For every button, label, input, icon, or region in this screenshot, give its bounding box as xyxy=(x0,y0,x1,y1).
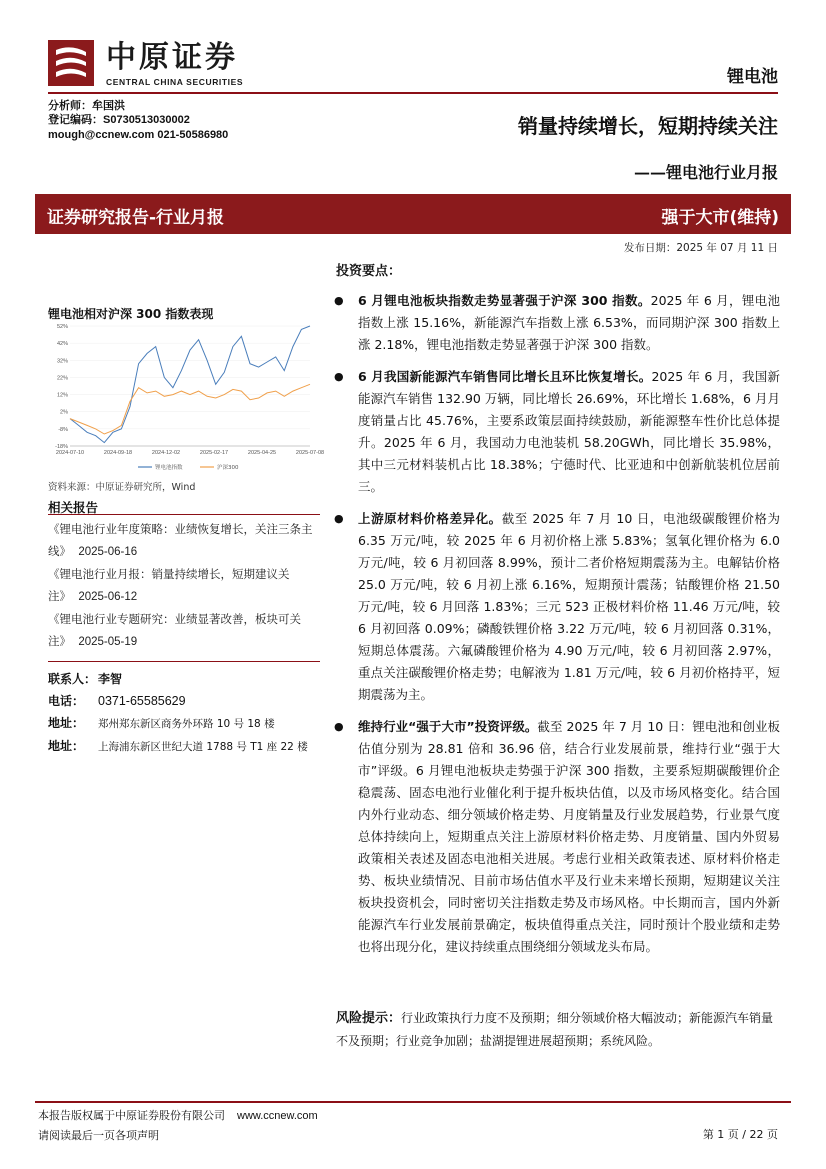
footer-info xyxy=(38,1106,318,1146)
bullet-icon: ● xyxy=(334,720,344,733)
y-tick-label: 42% xyxy=(56,341,68,348)
y-tick-label: 32% xyxy=(56,358,68,365)
phone-number: 0371-65585629 xyxy=(98,694,186,708)
publish-date: 发布日期：2025 年 07 月 11 日 xyxy=(623,242,778,254)
report-subtitle: ——锂电池行业月报 xyxy=(633,163,778,182)
disclaimer-notice: 请阅读最后一页各项声明 xyxy=(38,1129,159,1142)
header-divider xyxy=(48,92,778,94)
company-logo-icon xyxy=(48,40,94,86)
performance-chart xyxy=(48,322,325,474)
analyst-name: 分析师：牟国洪 xyxy=(48,99,125,112)
key-points-heading: 投资要点： xyxy=(336,264,402,279)
phone-label: 电话： xyxy=(48,694,85,708)
address-label: 地址： xyxy=(48,716,85,730)
x-tick-label: 2024-07-10 xyxy=(55,450,85,456)
page-number: 第 1 页 / 22 页 xyxy=(702,1128,778,1141)
website-link[interactable]: www.ccnew.com xyxy=(237,1110,318,1122)
company-name-cn: 中原证券 xyxy=(106,40,238,75)
x-tick-label: 2025-07-08 xyxy=(295,450,325,456)
related-report-item[interactable]: 《锂电池行业年度策略：业绩恢复增长，关注三条主线》 2025-06-16 xyxy=(48,522,313,558)
y-tick-label: 2% xyxy=(60,409,68,416)
industry-rating: 强于大市(维持) xyxy=(661,208,779,228)
company-name-en: CENTRAL CHINA SECURITIES xyxy=(106,77,244,87)
address-shanghai: 上海浦东新区世纪大道 1788 号 T1 座 22 楼 xyxy=(98,741,308,753)
related-report-item[interactable]: 《锂电池行业月报：销量持续增长，短期建议关注》 2025-06-12 xyxy=(48,567,290,603)
bullet-icon: ● xyxy=(334,512,344,525)
address-zhengzhou: 郑州郑东新区商务外环路 10 号 18 楼 xyxy=(98,718,275,730)
report-banner xyxy=(35,194,791,234)
report-title: 销量持续增长，短期持续关注 xyxy=(518,114,778,138)
chart-title: 锂电池相对沪深 300 指数表现 xyxy=(48,307,214,321)
key-point: ● 6 月我国新能源汽车销售同比增长且环比恢复增长。2025 年 6 月，我国新能源汽车销售 132.90 万辆，同比增长 26.69%，环比增长 1.68%，6 月月度销量占比 45.76%，主要系政策层面持续鼓励，新能源整车性价比总体提升。2025 年 6 月，我国动力电池装机 58.20GWh，同比增长 35.98%，其中三元材料装机占比 18.38%；宁德时代、比亚迪和中创新航装机位居前三。 xyxy=(336,366,780,498)
risk-warning xyxy=(336,1007,780,1052)
y-tick-label: 22% xyxy=(56,375,68,382)
industry-tag: 锂电池 xyxy=(727,67,778,87)
related-report-item[interactable]: 《锂电池行业专题研究：业绩显著改善，板块可关注》 2025-05-19 xyxy=(48,612,301,648)
legend-label: 锂电池指数 xyxy=(155,465,183,471)
series-line xyxy=(70,384,310,434)
related-reports-heading: 相关报告 xyxy=(48,500,99,515)
key-point: ● 上游原材料价格差异化。截至 2025 年 7 月 10 日，电池级碳酸锂价格为 6.35 万元/吨，较 2025 年 6 月初价格上涨 5.83%；氢氧化锂价格为 6.0 万元/吨，较 6 月初回落 8.99%，预计二者价格短期震荡为主。电解钴价格 25.0 万元/吨，较 6 月初上涨 6.16%，短期预计震荡；钴酸锂价格 21.50 万元/吨，较 6 月回落 1.83%；三元 523 正极材料价格 11.46 万元/吨，较 6 月初回落 0.09%；磷酸铁锂价格 3.22 万元/吨，较 6 月初回落 0.31%，短期总体震荡。六氟磷酸锂价格为 4.90 万元/吨，较 6 月初回落 2.97%，重点关注碳酸锂价格走势；电解液为 1.81 万元/吨，较 6 月初价格持平，短期震荡为主。 xyxy=(336,508,780,706)
contact-block xyxy=(48,668,320,758)
analyst-contact: mough@ccnew.com 021-50586980 xyxy=(48,129,229,141)
legend-label: 沪深300 xyxy=(217,465,239,471)
chart-source: 资料来源：中原证券研究所，Wind xyxy=(48,482,196,493)
footer-divider xyxy=(35,1101,791,1103)
series-line xyxy=(70,326,310,443)
y-tick-label: -18% xyxy=(55,444,68,450)
y-tick-label: 12% xyxy=(56,392,68,399)
bullet-icon: ● xyxy=(334,370,344,383)
report-type: 证券研究报告-行业月报 xyxy=(47,208,225,228)
contact-person: 李智 xyxy=(98,672,123,686)
related-divider xyxy=(48,514,320,515)
x-tick-label: 2024-12-02 xyxy=(151,450,181,456)
related-reports-list xyxy=(48,518,320,653)
risk-text: 行业政策执行力度不及预期；细分领域价格大幅波动；新能源汽车销量不及预期；行业竞争加剧；盐湖提锂进展超预期；系统风险。 xyxy=(336,1011,774,1048)
risk-label: 风险提示： xyxy=(336,1011,402,1026)
copyright-text: 本报告版权属于中原证券股份有限公司 xyxy=(38,1109,225,1122)
analyst-info xyxy=(48,98,228,143)
bullet-icon: ● xyxy=(334,294,344,307)
x-tick-label: 2025-02-17 xyxy=(199,450,229,456)
contact-person-label: 联系人： xyxy=(48,672,97,686)
address-label: 地址： xyxy=(48,739,85,753)
key-point: ● 维持行业“强于大市”投资评级。截至 2025 年 7 月 10 日：锂电池和创业板估值分别为 28.81 倍和 36.96 倍，结合行业发展前景，维持行业“强于大市”评级。6 月锂电池板块走势强于沪深 300 指数，主要系短期碳酸锂价企稳震荡、固态电池行业催化利于提升板块估值，以及市场风格变化。结合国内外行业动态、细分领域价格走势、月度销量及行业发展趋势，行业景气度总体持续向上，短期重点关注上游原材料价格走势、月度销量、国内外贸易政策相关表述及固态电池相关进展。考虑行业相关政策表述、原材料价格走势、板块业绩情况、目前市场估值水平及行业未来增长预期，短期建议关注板块投资机会，同时密切关注指数走势及市场风格。中长期而言，国内外新能源汽车行业发展前景确定，板块值得重点关注，同时预计个股业绩和走势也将出现分化，建议持续重点围绕细分领域龙头布局。 xyxy=(336,716,780,958)
company-logo xyxy=(48,40,260,90)
y-tick-label: 52% xyxy=(56,324,68,330)
key-point: ● 6 月锂电池板块指数走势显著强于沪深 300 指数。2025 年 6 月，锂电池指数上涨 15.16%，新能源汽车指数上涨 6.53%，而同期沪深 300 指数上涨 2.18%，锂电池指数走势显著强于沪深 300 指数。 xyxy=(336,290,780,356)
contact-divider xyxy=(48,661,320,662)
analyst-registration: 登记编码：S0730513030002 xyxy=(48,114,190,126)
y-tick-label: -8% xyxy=(58,426,68,433)
x-tick-label: 2025-04-25 xyxy=(247,450,277,456)
x-tick-label: 2024-09-18 xyxy=(103,450,133,456)
